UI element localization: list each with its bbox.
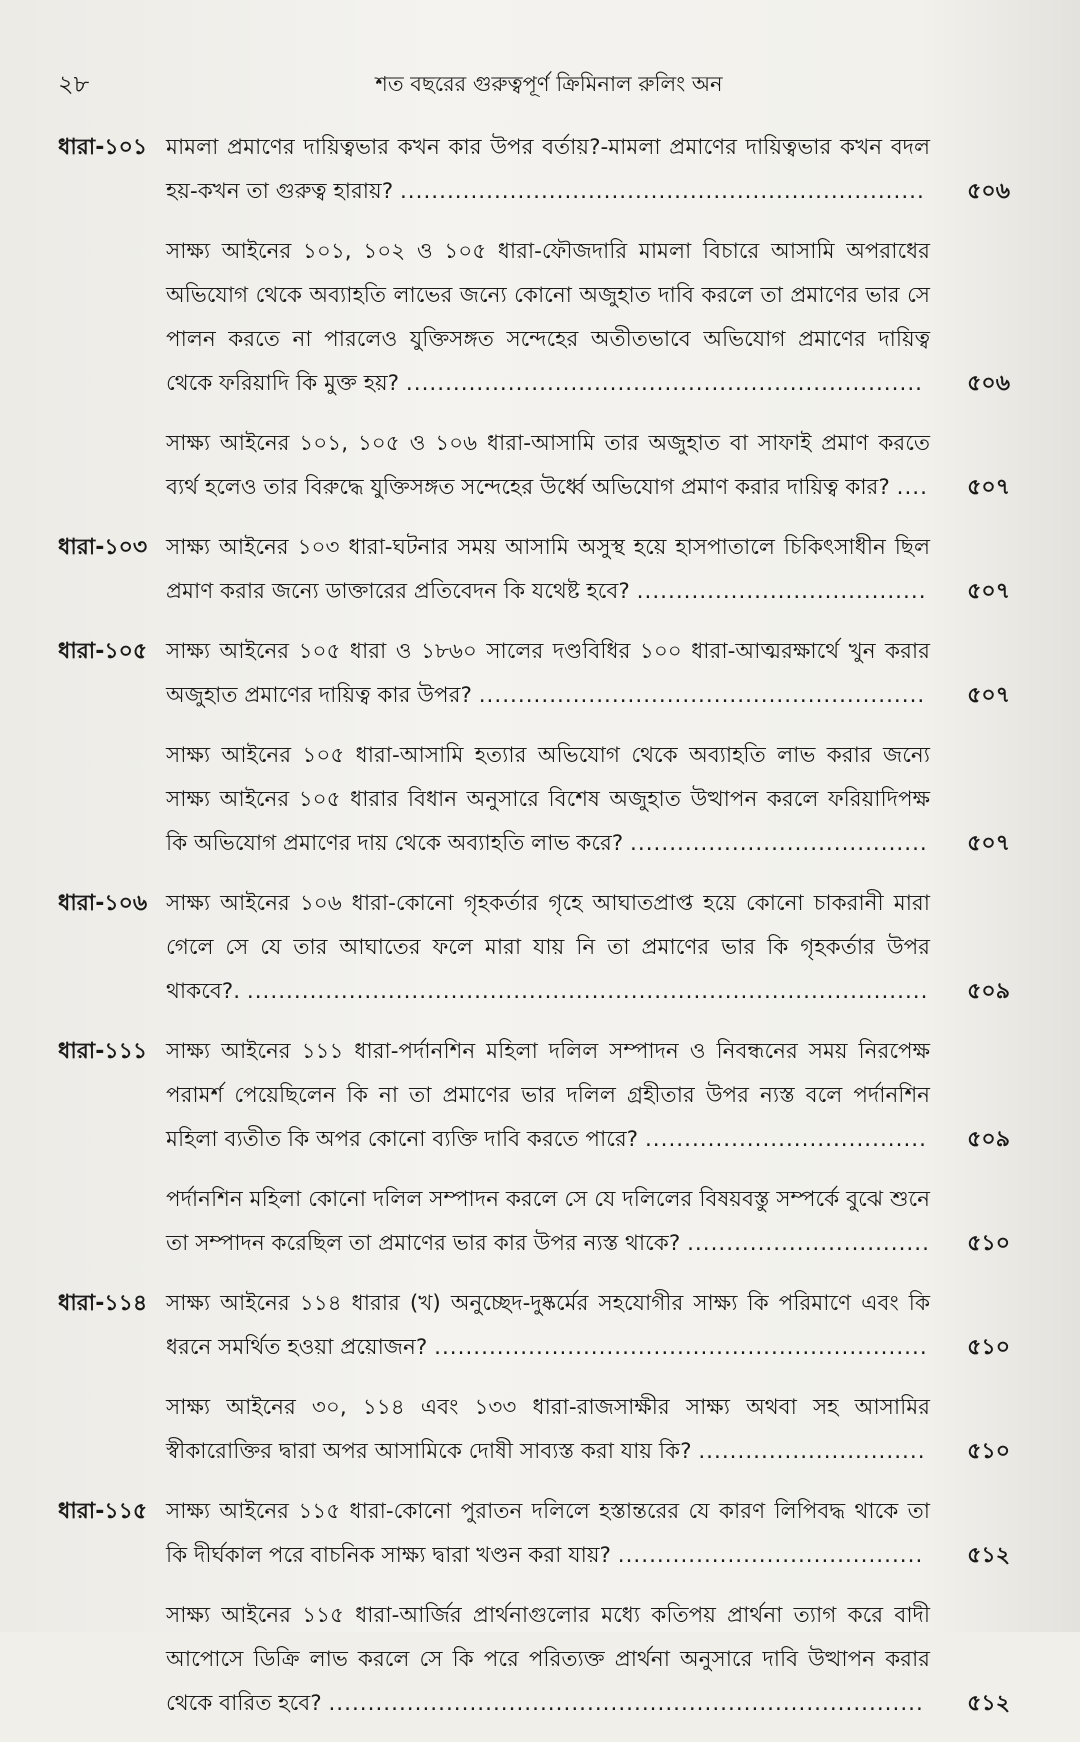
section-label: ধারা-১১১ <box>58 1039 148 1064</box>
leader-dots: ......................................................... <box>478 683 926 708</box>
entry-page-number: ৫১২ <box>967 1691 1010 1716</box>
contents-entry <box>58 630 1018 718</box>
entry-text: সাক্ষ্য আইনের ১০১, ১০৫ ও ১০৬ ধারা-আসামি তার অজুহাত বা সাফাই প্রমাণ করতে ব্যর্থ হলেও তার বিরুদ্ধে যুক্তিসঙ্গত সন্দেহের উর্ধ্বে অভিযোগ প্রমাণ করার দায়িত্ব কার? .... <box>166 431 930 500</box>
entry-text: মামলা প্রমাণের দায়িত্বভার কখন কার উপর বর্তায়?-মামলা প্রমাণের দায়িত্বভার কখন বদল হয়-কখন তা গুরুত্ব হারায়? ................................................................... <box>166 135 930 204</box>
section-label: ধারা-১১৪ <box>58 1291 148 1316</box>
contents-entry <box>58 1178 1018 1266</box>
entry-text: সাক্ষ্য আইনের ৩০, ১১৪ এবং ১৩৩ ধারা-রাজসাক্ষীর সাক্ষ্য অথবা সহ আসামির স্বীকারোক্তির দ্বারা অপর আসামিকে দোষী সাব্যস্ত করা যায় কি? ............................. <box>166 1395 930 1464</box>
entry-text: সাক্ষ্য আইনের ১০৩ ধারা-ঘটনার সময় আসামি অসুস্থ হয়ে হাসপাতালে চিকিৎসাধীন ছিল প্রমাণ করার জন্যে ডাক্তারের প্রতিবেদন কি যথেষ্ট হবে? ..................................... <box>166 535 930 604</box>
entry-text: সাক্ষ্য আইনের ১০৫ ধারা-আসামি হত্যার অভিযোগ থেকে অব্যাহতি লাভ করার জন্যে সাক্ষ্য আইনের ১০৫ ধারার বিধান অনুসারে বিশেষ অজুহাত উত্থাপন করলে ফরিয়াদিপক্ষ কি অভিযোগ প্রমাণের দায় থেকে অব্যাহতি লাভ করে? ...................................... <box>166 743 930 856</box>
leader-dots: ............................................................................ <box>328 1691 924 1716</box>
entry-text: সাক্ষ্য আইনের ১১৫ ধারা-কোনো পুরাতন দলিলে হস্তান্তরের যে কারণ লিপিবদ্ধ থাকে তা কি দীর্ঘকাল পরে বাচনিক সাক্ষ্য দ্বারা খণ্ডন করা যায়? ....................................... <box>166 1499 930 1568</box>
entry-page-number: ৫১০ <box>967 1439 1010 1464</box>
entry-page-number: ৫০৬ <box>967 371 1010 396</box>
entry-page-number: ৫০৯ <box>967 979 1010 1004</box>
contents-entry <box>58 126 1018 214</box>
entry-page-number: ৫০৯ <box>967 1127 1010 1152</box>
contents-entry <box>58 1594 1018 1726</box>
contents-entry <box>58 1282 1018 1370</box>
contents-entry <box>58 882 1018 1014</box>
entry-text: সাক্ষ্য আইনের ১০১, ১০২ ও ১০৫ ধারা-ফৌজদারি মামলা বিচারে আসামি অপরাধের অভিযোগ থেকে অব্যাহতি লাভের জন্যে কোনো অজুহাত দাবি করলে তা প্রমাণের ভার সে পালন করতে না পারলেও যুক্তিসঙ্গত সন্দেহের অতীতভাবে অভিযোগ প্রমাণের দায়িত্ব থেকে ফরিয়াদি কি মুক্ত হয়? .................................................................. <box>166 239 930 396</box>
leader-dots: ............................................................... <box>434 1335 928 1360</box>
leader-dots: .................................................................. <box>405 371 923 396</box>
leader-dots: .... <box>896 475 928 500</box>
page-number: ২৮ <box>58 70 90 98</box>
section-label: ধারা-১০৩ <box>58 535 148 560</box>
entry-page-number: ৫০৭ <box>967 831 1010 856</box>
entry-page-number: ৫১০ <box>967 1231 1010 1256</box>
entry-text: পর্দানশিন মহিলা কোনো দলিল সম্পাদন করলে সে যে দলিলের বিষয়বস্তু সম্পর্কে বুঝে শুনে তা সম্পাদন করেছিল তা প্রমাণের ভার কার উপর ন্যস্ত থাকে? ............................... <box>166 1187 930 1256</box>
contents-entry <box>58 734 1018 866</box>
entry-page-number: ৫০৭ <box>967 683 1010 708</box>
entry-page-number: ৫১২ <box>967 1543 1010 1568</box>
entry-text: সাক্ষ্য আইনের ১১৫ ধারা-আর্জির প্রার্থনাগুলোর মধ্যে কতিপয় প্রার্থনা ত্যাগ করে বাদী আপোসে ডিক্রি লাভ করলে সে কি পরে পরিত্যক্ত প্রার্থনা অনুসারে দাবি উত্থাপন করার থেকে বারিত হবে? ............................................................................ <box>166 1603 930 1716</box>
entry-page-number: ৫১০ <box>967 1335 1010 1360</box>
contents-entry <box>58 230 1018 406</box>
entry-text: সাক্ষ্য আইনের ১১১ ধারা-পর্দানশিন মহিলা দলিল সম্পাদন ও নিবন্ধনের সময় নিরপেক্ষ পরামর্শ পেয়েছিলেন কি না তা প্রমাণের ভার দলিল গ্রহীতার উপর ন্যস্ত বলে পর্দানশিন মহিলা ব্যতীত কি অপর কোনো ব্যক্তি দাবি করতে পারে? .................................... <box>166 1039 930 1152</box>
entry-text: সাক্ষ্য আইনের ১১৪ ধারার (খ) অনুচ্ছেদ-দুষ্কর্মের সহযোগীর সাক্ষ্য কি পরিমাণে এবং কি ধরনে সমর্থিত হওয়া প্রয়োজন? ............................................................... <box>166 1291 930 1360</box>
section-label: ধারা-১০৫ <box>58 639 148 664</box>
contents-entry <box>58 1386 1018 1474</box>
contents-entry <box>58 422 1018 510</box>
contents-entry <box>58 1490 1018 1578</box>
entry-text: সাক্ষ্য আইনের ১০৬ ধারা-কোনো গৃহকর্তার গৃহে আঘাতপ্রাপ্ত হয়ে কোনো চাকরানী মারা গেলে সে যে তার আঘাতের ফলে মারা যায় নি তা প্রমাণের ভার কি গৃহকর্তার উপর থাকবে?. ....................................................................................... <box>166 891 930 1004</box>
contents-entry <box>58 1030 1018 1162</box>
leader-dots: ....................................................................................... <box>246 979 929 1004</box>
leader-dots: ............................. <box>698 1439 926 1464</box>
leader-dots: .................................... <box>644 1127 927 1152</box>
contents-entry <box>58 526 1018 614</box>
leader-dots: ............................... <box>687 1231 930 1256</box>
section-label: ধারা-১১৫ <box>58 1499 148 1524</box>
section-label: ধারা-১০১ <box>58 135 148 160</box>
entry-page-number: ৫০৬ <box>967 179 1010 204</box>
entry-page-number: ৫০৭ <box>967 579 1010 604</box>
page-header <box>58 66 1040 102</box>
leader-dots: ................................................................... <box>399 179 925 204</box>
entry-text: সাক্ষ্য আইনের ১০৫ ধারা ও ১৮৬০ সালের দণ্ডবিধির ১০০ ধারা-আত্মরক্ষার্থে খুন করার অজুহাত প্রমাণের দায়িত্ব কার উপর? ......................................................... <box>166 639 930 708</box>
section-label: ধারা-১০৬ <box>58 891 148 916</box>
leader-dots: ...................................... <box>630 831 928 856</box>
contents-list <box>58 126 1018 1742</box>
leader-dots: ....................................... <box>617 1543 924 1568</box>
entry-page-number: ৫০৭ <box>967 475 1010 500</box>
running-title: শত বছরের গুরুত্বপূর্ণ ক্রিমিনাল রুলিং অন <box>375 72 723 96</box>
leader-dots: ..................................... <box>636 579 927 604</box>
